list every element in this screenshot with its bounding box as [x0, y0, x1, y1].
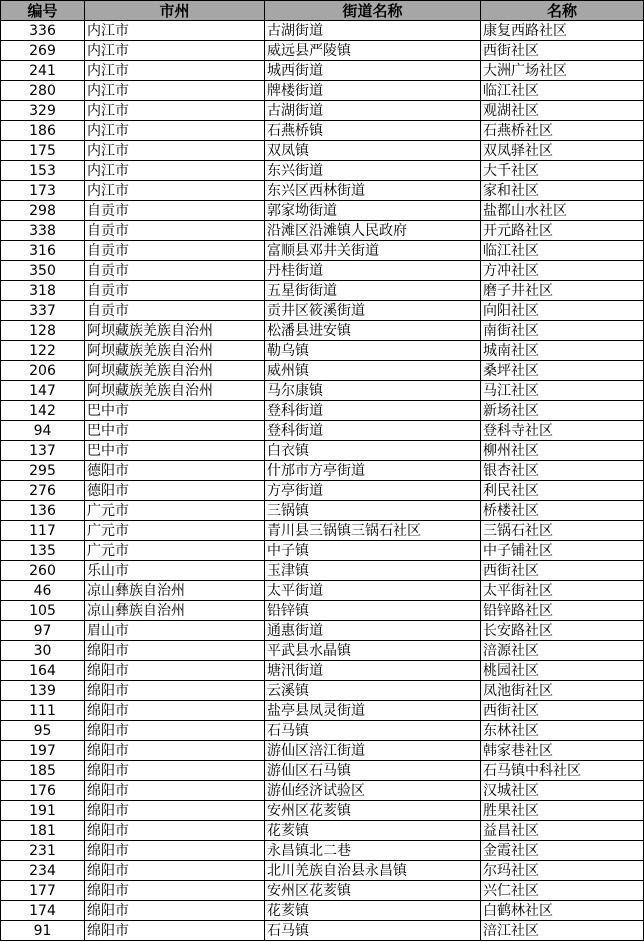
cell-city: 德阳市	[85, 481, 265, 501]
table-row	[1, 841, 644, 861]
table-row	[1, 621, 644, 641]
cell-street: 塘汛街道	[265, 661, 481, 681]
cell-community: 城南社区	[481, 341, 644, 361]
cell-city: 广元市	[85, 541, 265, 561]
cell-city: 自贡市	[85, 241, 265, 261]
cell-id: 337	[1, 301, 85, 321]
table-row	[1, 741, 644, 761]
cell-street: 青川县三锅镇三锅石社区	[265, 521, 481, 541]
cell-id: 153	[1, 161, 85, 181]
cell-id: 186	[1, 121, 85, 141]
cell-street: 中子镇	[265, 541, 481, 561]
cell-city: 内江市	[85, 141, 265, 161]
cell-community: 利民社区	[481, 481, 644, 501]
cell-city: 自贡市	[85, 221, 265, 241]
cell-street: 永昌镇北二巷	[265, 841, 481, 861]
cell-city: 自贡市	[85, 261, 265, 281]
cell-community: 方冲社区	[481, 261, 644, 281]
cell-id: 260	[1, 561, 85, 581]
cell-city: 内江市	[85, 81, 265, 101]
cell-community: 银杏社区	[481, 461, 644, 481]
cell-community: 东林社区	[481, 721, 644, 741]
table-row	[1, 601, 644, 621]
table-row	[1, 881, 644, 901]
cell-city: 绵阳市	[85, 861, 265, 881]
cell-id: 338	[1, 221, 85, 241]
table-row	[1, 801, 644, 821]
table-row	[1, 341, 644, 361]
cell-community: 向阳社区	[481, 301, 644, 321]
cell-id: 136	[1, 501, 85, 521]
table-row	[1, 301, 644, 321]
cell-street: 古湖街道	[265, 101, 481, 121]
cell-street: 勒乌镇	[265, 341, 481, 361]
cell-community: 桃园社区	[481, 661, 644, 681]
cell-community: 涪江社区	[481, 921, 644, 941]
cell-id: 105	[1, 601, 85, 621]
table-row	[1, 921, 644, 941]
header-community: 名称	[481, 1, 644, 21]
cell-city: 绵阳市	[85, 901, 265, 921]
cell-street: 登科街道	[265, 401, 481, 421]
cell-street: 方亭街道	[265, 481, 481, 501]
table-row	[1, 181, 644, 201]
table-row	[1, 761, 644, 781]
cell-street: 盐亭县凤灵街道	[265, 701, 481, 721]
cell-community: 康复西路社区	[481, 21, 644, 41]
cell-community: 马江社区	[481, 381, 644, 401]
cell-street: 石马镇	[265, 921, 481, 941]
cell-city: 内江市	[85, 101, 265, 121]
cell-street: 城西街道	[265, 61, 481, 81]
cell-street: 威远县严陵镇	[265, 41, 481, 61]
cell-street: 玉津镇	[265, 561, 481, 581]
cell-city: 阿坝藏族羌族自治州	[85, 321, 265, 341]
cell-street: 贡井区筱溪街道	[265, 301, 481, 321]
cell-community: 新场社区	[481, 401, 644, 421]
cell-street: 花荄镇	[265, 821, 481, 841]
table-row	[1, 261, 644, 281]
cell-city: 广元市	[85, 521, 265, 541]
cell-id: 295	[1, 461, 85, 481]
header-row	[1, 1, 644, 21]
cell-community: 大洲广场社区	[481, 61, 644, 81]
table-row	[1, 221, 644, 241]
cell-street: 云溪镇	[265, 681, 481, 701]
cell-id: 95	[1, 721, 85, 741]
cell-street: 东兴街道	[265, 161, 481, 181]
cell-city: 巴中市	[85, 441, 265, 461]
cell-city: 内江市	[85, 161, 265, 181]
cell-city: 绵阳市	[85, 761, 265, 781]
cell-city: 绵阳市	[85, 701, 265, 721]
table-row	[1, 521, 644, 541]
cell-city: 巴中市	[85, 401, 265, 421]
cell-community: 铅锌路社区	[481, 601, 644, 621]
cell-community: 开元路社区	[481, 221, 644, 241]
cell-street: 花荄镇	[265, 901, 481, 921]
cell-community: 西街社区	[481, 41, 644, 61]
table-row	[1, 241, 644, 261]
cell-community: 观湖社区	[481, 101, 644, 121]
cell-community: 胜果社区	[481, 801, 644, 821]
cell-id: 329	[1, 101, 85, 121]
cell-community: 白鹤林社区	[481, 901, 644, 921]
table-row	[1, 61, 644, 81]
cell-community: 凤池街社区	[481, 681, 644, 701]
cell-id: 147	[1, 381, 85, 401]
cell-city: 阿坝藏族羌族自治州	[85, 341, 265, 361]
table-row	[1, 541, 644, 561]
cell-city: 内江市	[85, 21, 265, 41]
cell-community: 涪源社区	[481, 641, 644, 661]
table-row	[1, 281, 644, 301]
header-city: 市州	[85, 1, 265, 21]
cell-community: 益昌社区	[481, 821, 644, 841]
cell-community: 西街社区	[481, 561, 644, 581]
cell-street: 平武县水晶镇	[265, 641, 481, 661]
cell-id: 94	[1, 421, 85, 441]
cell-community: 西街社区	[481, 701, 644, 721]
cell-community: 登科寺社区	[481, 421, 644, 441]
cell-community: 桑坪社区	[481, 361, 644, 381]
cell-id: 231	[1, 841, 85, 861]
table-row	[1, 701, 644, 721]
cell-city: 内江市	[85, 41, 265, 61]
cell-street: 三锅镇	[265, 501, 481, 521]
cell-id: 185	[1, 761, 85, 781]
cell-community: 桥楼社区	[481, 501, 644, 521]
cell-id: 276	[1, 481, 85, 501]
cell-id: 175	[1, 141, 85, 161]
table-row	[1, 361, 644, 381]
cell-id: 91	[1, 921, 85, 941]
cell-id: 269	[1, 41, 85, 61]
cell-street: 通惠街道	[265, 621, 481, 641]
cell-community: 太平街社区	[481, 581, 644, 601]
cell-street: 石燕桥镇	[265, 121, 481, 141]
cell-id: 241	[1, 61, 85, 81]
table-row	[1, 821, 644, 841]
cell-community: 石马镇中科社区	[481, 761, 644, 781]
cell-street: 牌楼街道	[265, 81, 481, 101]
cell-city: 广元市	[85, 501, 265, 521]
cell-city: 绵阳市	[85, 841, 265, 861]
cell-id: 298	[1, 201, 85, 221]
cell-id: 128	[1, 321, 85, 341]
cell-street: 东兴区西林街道	[265, 181, 481, 201]
cell-street: 松潘县进安镇	[265, 321, 481, 341]
cell-id: 117	[1, 521, 85, 541]
table-row	[1, 321, 644, 341]
cell-city: 绵阳市	[85, 721, 265, 741]
cell-street: 五星街街道	[265, 281, 481, 301]
cell-community: 兴仁社区	[481, 881, 644, 901]
table-row	[1, 21, 644, 41]
cell-community: 磨子井社区	[481, 281, 644, 301]
table-row	[1, 681, 644, 701]
cell-id: 142	[1, 401, 85, 421]
table-row	[1, 101, 644, 121]
cell-street: 铅锌镇	[265, 601, 481, 621]
cell-community: 中子铺社区	[481, 541, 644, 561]
table-row	[1, 401, 644, 421]
cell-street: 古湖街道	[265, 21, 481, 41]
cell-street: 双凤镇	[265, 141, 481, 161]
cell-street: 威州镇	[265, 361, 481, 381]
table-body	[1, 21, 644, 941]
cell-id: 191	[1, 801, 85, 821]
table-row	[1, 561, 644, 581]
table-row	[1, 481, 644, 501]
table-row	[1, 201, 644, 221]
cell-street: 登科街道	[265, 421, 481, 441]
cell-community: 金霞社区	[481, 841, 644, 861]
table-row	[1, 781, 644, 801]
cell-city: 自贡市	[85, 281, 265, 301]
cell-city: 绵阳市	[85, 821, 265, 841]
table-row	[1, 661, 644, 681]
cell-city: 内江市	[85, 61, 265, 81]
header-id: 编号	[1, 1, 85, 21]
cell-id: 111	[1, 701, 85, 721]
cell-id: 197	[1, 741, 85, 761]
cell-city: 自贡市	[85, 201, 265, 221]
cell-id: 174	[1, 901, 85, 921]
cell-city: 凉山彝族自治州	[85, 601, 265, 621]
cell-city: 绵阳市	[85, 921, 265, 941]
cell-street: 石马镇	[265, 721, 481, 741]
cell-street: 游仙区涪江街道	[265, 741, 481, 761]
table-row	[1, 721, 644, 741]
cell-street: 丹桂街道	[265, 261, 481, 281]
cell-community: 尔玛社区	[481, 861, 644, 881]
cell-community: 双凤驿社区	[481, 141, 644, 161]
cell-id: 139	[1, 681, 85, 701]
cell-city: 德阳市	[85, 461, 265, 481]
cell-street: 什邡市方亭街道	[265, 461, 481, 481]
table-row	[1, 441, 644, 461]
cell-city: 乐山市	[85, 561, 265, 581]
table-row	[1, 381, 644, 401]
cell-street: 安州区花荄镇	[265, 801, 481, 821]
table-row	[1, 901, 644, 921]
table-row	[1, 141, 644, 161]
cell-community: 临江社区	[481, 241, 644, 261]
cell-id: 97	[1, 621, 85, 641]
cell-id: 234	[1, 861, 85, 881]
cell-id: 173	[1, 181, 85, 201]
cell-street: 马尔康镇	[265, 381, 481, 401]
cell-city: 眉山市	[85, 621, 265, 641]
table-row	[1, 641, 644, 661]
cell-community: 临江社区	[481, 81, 644, 101]
cell-street: 游仙区石马镇	[265, 761, 481, 781]
cell-city: 自贡市	[85, 301, 265, 321]
table-row	[1, 121, 644, 141]
cell-id: 318	[1, 281, 85, 301]
cell-id: 30	[1, 641, 85, 661]
cell-street: 太平街道	[265, 581, 481, 601]
table-row	[1, 861, 644, 881]
cell-city: 内江市	[85, 121, 265, 141]
cell-community: 家和社区	[481, 181, 644, 201]
cell-community: 南街社区	[481, 321, 644, 341]
table-row	[1, 581, 644, 601]
cell-community: 三锅石社区	[481, 521, 644, 541]
cell-id: 135	[1, 541, 85, 561]
cell-city: 绵阳市	[85, 741, 265, 761]
cell-city: 绵阳市	[85, 781, 265, 801]
cell-id: 46	[1, 581, 85, 601]
cell-community: 柳州社区	[481, 441, 644, 461]
cell-id: 280	[1, 81, 85, 101]
cell-city: 绵阳市	[85, 641, 265, 661]
cell-id: 164	[1, 661, 85, 681]
cell-community: 汉城社区	[481, 781, 644, 801]
cell-street: 安州区花荄镇	[265, 881, 481, 901]
cell-id: 350	[1, 261, 85, 281]
cell-city: 阿坝藏族羌族自治州	[85, 381, 265, 401]
cell-city: 阿坝藏族羌族自治州	[85, 361, 265, 381]
cell-community: 盐都山水社区	[481, 201, 644, 221]
cell-id: 177	[1, 881, 85, 901]
cell-id: 122	[1, 341, 85, 361]
cell-community: 韩家巷社区	[481, 741, 644, 761]
cell-city: 绵阳市	[85, 681, 265, 701]
cell-city: 绵阳市	[85, 661, 265, 681]
cell-id: 336	[1, 21, 85, 41]
cell-street: 游仙经济试验区	[265, 781, 481, 801]
cell-community: 石燕桥社区	[481, 121, 644, 141]
table-row	[1, 81, 644, 101]
table-row	[1, 161, 644, 181]
cell-id: 316	[1, 241, 85, 261]
cell-city: 绵阳市	[85, 881, 265, 901]
header-street: 街道名称	[265, 1, 481, 21]
cell-city: 巴中市	[85, 421, 265, 441]
table-row	[1, 501, 644, 521]
cell-id: 137	[1, 441, 85, 461]
table-row	[1, 41, 644, 61]
cell-community: 长安路社区	[481, 621, 644, 641]
cell-id: 176	[1, 781, 85, 801]
cell-community: 大千社区	[481, 161, 644, 181]
cell-street: 白衣镇	[265, 441, 481, 461]
cell-street: 北川羌族自治县永昌镇	[265, 861, 481, 881]
table-row	[1, 461, 644, 481]
cell-id: 206	[1, 361, 85, 381]
cell-city: 绵阳市	[85, 801, 265, 821]
cell-id: 181	[1, 821, 85, 841]
cell-city: 凉山彝族自治州	[85, 581, 265, 601]
table-row	[1, 421, 644, 441]
cell-city: 内江市	[85, 181, 265, 201]
cell-street: 富顺县邓井关街道	[265, 241, 481, 261]
cell-street: 沿滩区沿滩镇人民政府	[265, 221, 481, 241]
cell-street: 郭家坳街道	[265, 201, 481, 221]
